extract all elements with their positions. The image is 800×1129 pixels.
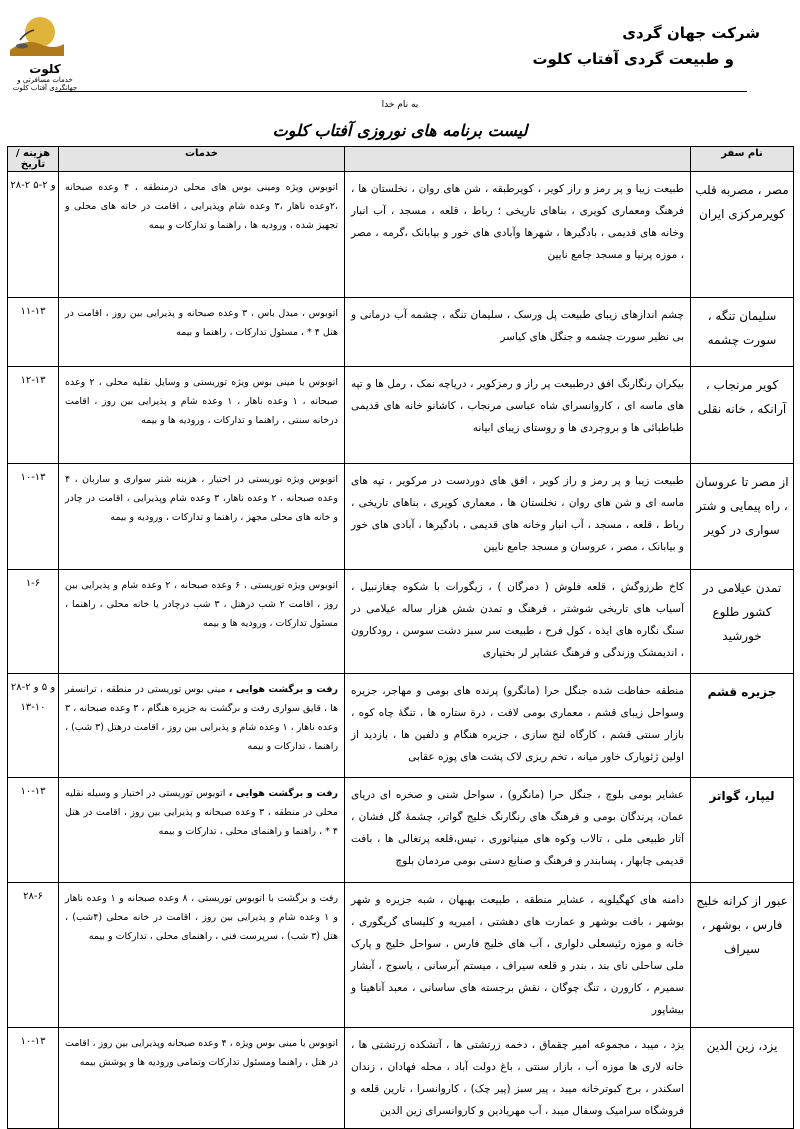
tour-services [59, 1028, 345, 1129]
header-date: هزینه / تاریخ [8, 147, 59, 172]
page-title: لیست برنامه های نوروزی آفتاب کلوت [272, 121, 528, 140]
tour-attractions: بیکران رنگارنگ افق درطبیعت پر راز و رمزکویر ، دریاچه نمک ، رمل ها و تپه های ماسه ای ، کاروانسرای شاه عباسی مرنجاب ، کاشانو خانه های قدیمی طباطبائی ها و بروجردی ها و روستای زیبای ابیانه [345, 367, 691, 464]
program-table [7, 146, 794, 1129]
tour-date: ۱۰-۱۳ [8, 464, 59, 570]
table-header-row [8, 147, 794, 172]
logo-text: کلوت خدمات مسافرتی و جهانگردی آفتاب کلوت [12, 62, 78, 92]
tour-date: ۱-۶ [8, 570, 59, 674]
tour-services [59, 464, 345, 570]
service-text: اتوبوس یا مینی بوس ویژه توریستی و وسایل نقلیه محلی ، ۲ وعده صبحانه ، ۱ وعده ناهار ، ۱ وعده شام و پذیرایی بین روز ، اقامت درخانه سنتی ، راهنما و تدارکات ، ورودیه ها و بیمه [65, 377, 338, 426]
service-text: مینی بوس توریستی در منطقه ، ترانسفر ها ، قایق سواری رفت و برگشت به جزیره هنگام ، ۳ وعده صبحانه ، ۳ وعده ناهار ، ۱ وعده شام و پذیرایی بین روز ، اقامت درهتل (۳ شب) ، راهنما ، تدارکات و بیمه [65, 684, 338, 752]
service-text: رفت و برگشت با اتوبوس توریستی ، ۸ وعده صبحانه و ۱ وعده ناهار و ۱ وعده شام و پذیرایی بین روز ، اقامت در خانه محلی (۴شب) ، هتل (۳ شب) ، سرپرست فنی ، راهنمای محلی ، تدارکات و بیمه [65, 893, 338, 942]
service-lead: رفت و برگشت هوایی ، [228, 788, 338, 799]
tour-name: جزیره قشم [691, 674, 794, 778]
table-row [8, 298, 794, 367]
tour-name: عبور از کرانه خلیج فارس ، بوشهر ، سیراف [691, 883, 794, 1028]
service-text: اتوبوس ویژه توریستی ، ۶ وعده صبحانه ، ۲ وعده شام و پذیرایی بین روز ، اقامت ۲ شب درهتل ، ۳ شب درچادر یا خانه محلی ، راهنما ، مسئول تدارکات ، ورودیه ها و بیمه [65, 580, 338, 629]
header-services: خدمات [59, 147, 345, 172]
header-divider [55, 91, 747, 92]
tour-date: ۱۰-۱۳ [8, 778, 59, 883]
tour-attractions: چشم اندازهای زیبای طبیعت پل ورسک ، سلیمان تنگه ، چشمه آب درمانی و بی نظیر سورت چشمه و جنگل های کیاسر [345, 298, 691, 367]
tour-services [59, 172, 345, 298]
company-logo [6, 10, 78, 92]
tour-services [59, 298, 345, 367]
service-text: اتوبوس ویژه ومینی بوس های محلی درمنطقه ، ۴ وعده صبحانه ،۲وعده ناهار ،۳ وعده شام وپذیرایی ، اقامت در خانه های محلی و تجهیز شده ، ورودیه ها ، راهنما و تدارکات و بیمه [65, 182, 338, 231]
service-text: اتوبوس ویژه توریستی در اختیار ، هزینه شتر سواری و ساربان ، ۴ وعده صبحانه ، ۲ وعده ناهار، ۳ وعده شام وپذیرایی ، اقامت در چادر و خانه های محلی مجهز ، راهنما و تدارکات ، ورودیه و بیمه [65, 474, 338, 523]
table-row [8, 172, 794, 298]
tour-services [59, 778, 345, 883]
table-row [8, 1028, 794, 1129]
tour-attractions: دامنه های کهگیلویه ، عشایر منطقه ، طبیعت بهبهان ، شبه جزیره و شهر بوشهر ، بافت بوشهر و عمارت های دهشتی ، امیریه و کلیسای گریگوری ، خانه و موزه رئیسعلی دلواری ، آب های خلیج فارس ، سواحل خلیج و پارک ملی ساحلی نای بند ، بندر و قلعه سیراف ، میستم آبرسانی ، یاسوج ، آبشار سمیرم ، کارورن ، تنگ چوگان ، نقش برجسته های ساسانی ، معبد آناهیتا و بیشاپور [345, 883, 691, 1028]
tour-name: از مصر تا عروسان ، راه پیمایی و شتر سواری در کویر [691, 464, 794, 570]
table-row [8, 883, 794, 1028]
tour-date: ۲۸-۲ و ۲-۵ [8, 172, 59, 298]
document-header [0, 0, 800, 100]
tour-services [59, 883, 345, 1028]
table-row [8, 778, 794, 883]
company-name-line1: شرکت جهان گردی [622, 24, 760, 42]
tour-name: مصر ، مصربه قلب کویرمرکزی ایران [691, 172, 794, 298]
basmala: به نام خدا [381, 100, 419, 110]
tour-name: سلیمان تنگه ، سورت چشمه [691, 298, 794, 367]
table-row [8, 570, 794, 674]
tour-services [59, 570, 345, 674]
service-text: اتوبوس یا مینی بوس ویژه ، ۴ وعده صبحانه وپذیرایی بین روز ، اقامت در هتل ، راهنما ومسئول تدارکات وتمامی ورودیه ها و پوشش بیمه [65, 1038, 338, 1068]
service-text: اتوبوس توریستی در اختیار و وسیله نقلیه محلی در منطقه ، ۳ وعده صبحانه و پذیرایی بین روز ، اقامت در هتل ۴ * ، راهنما و راهنمای محلی ، تدارکات و بیمه [65, 788, 339, 837]
tour-name: لیپار، گواتر [691, 778, 794, 883]
tour-date: ۲۸-۲ و ۵ و ۱۰-۱۳ [8, 674, 59, 778]
tour-attractions: یزد ، میبد ، مجموعه امیر چقماق ، دخمه زرتشتی ها ، آتشکده زرتشتی ها ، خانه لاری ها موزه آب ، بازار سنتی ، باغ دولت آباد ، محله فهادان ، زندان اسکندر ، برج کبوترخانه میبد ، پیر سبز (پیر چک) ، کاروانسرا ، نارین قلعه و فروشگاه سرامیک وسفال میبد ، آب مهریادین و کاروانسرای زین الدین [345, 1028, 691, 1129]
company-name-line2: و طبیعت گردی آفتاب کلوت [532, 50, 734, 68]
tour-date: ۱۱-۱۳ [8, 298, 59, 367]
tour-date: ۲۸-۶ [8, 883, 59, 1028]
header-name: نام سفر [691, 147, 794, 172]
tour-attractions: کاخ طرزوگش ، قلعه فلوش ( دمرگان ) ، زیگورات با شکوه چغازنبیل ، آسیاب های تاریخی شوشتر ، فرهنگ و تمدن شش هزار ساله عیلامی در سنگ نگاره های ایذه ، کول فرح ، طبیعت سر سبز دشت سوسن ، رودکارون ، اندیمشک وزندگی و فرهنگ عشایر لر بختیاری [345, 570, 691, 674]
tour-date: ۱۰-۱۳ [8, 1028, 59, 1129]
tour-attractions: منطقه حفاظت شده جنگل حرا (مانگرو) پرنده های بومی و مهاجر، جزیره وسواحل زیبای قشم ، معماری بومی لافت ، درة ستاره ها ، تنگهٔ چاه کوه ، بازار سنتی قشم ، کارگاه لنج سازی ، جزیره هنگام و دلفین ها ، بازدید از اولین ژئوپارک خاور میانه ، تخم ریزی لاک پشت های پوزه عقابی [345, 674, 691, 778]
tour-name: تمدن عیلامی در کشور طلوع خورشید [691, 570, 794, 674]
tour-attractions: عشایر بومی بلوچ ، جنگل حرا (مانگرو) ، سواحل شنی و صخره ای دریای عمان، پرندگان بومی و فرهنگ های رنگارنگ خلیج گواتر، چشمهٔ گل فشان ، آثار طبیعی ملی ، تالاب وکوه های مینیاتوری ، تیس،قلعه پرتغالی ها ، بافت قدیمی چابهار ، پسابندر و فرهنگ و صنایع دستی بومی مردمان بلوچ [345, 778, 691, 883]
service-lead: رفت و برگشت هوایی ، [228, 684, 338, 695]
table-row [8, 367, 794, 464]
tour-attractions: طبیعت زیبا و پر رمز و راز کویر ، افق های دوردست در مرکویر ، تپه های ماسه ای و شن های روان ، نخلستان ها ، معماری کویری ، بناهای تاریخی ، رباط ، قلعه ، مسجد ، آب انبار وخانه های قدیمی ، بادگیرها ، آبادی های خور و بیابانک ، مصر ، عروسان و مسجد جامع نایین [345, 464, 691, 570]
tour-name: یزد، زین الدین [691, 1028, 794, 1129]
table-row [8, 464, 794, 570]
tour-attractions: طبیعت زیبا و پر رمز و راز کویر ، کویرطبقه ، شن های روان ، نخلستان ها ، فرهنگ ومعماری کویری ، بناهای تاریخی ؛ رباط ، قلعه ، مسجد ، آب انبار وخانه های قدیمی ، بادگیرها ، شهرها وآبادی های خور و بیابانک ،گرمه ، مصر ، موزه پرنیا و مسجد جامع نایین [345, 172, 691, 298]
tour-name: کویر مرنجاب ، آرانکه ، خانه نقلی [691, 367, 794, 464]
tour-date: ۱۲-۱۳ [8, 367, 59, 464]
table-row [8, 674, 794, 778]
service-text: اتوبوس ، میدل باس ، ۳ وعده صبحانه و پذیرایی بین روز ، اقامت در هتل ۴ * ، مسئول تدارکات ، راهنما و بیمه [65, 308, 338, 338]
tour-services [59, 367, 345, 464]
tour-services [59, 674, 345, 778]
header-attractions [345, 147, 691, 172]
